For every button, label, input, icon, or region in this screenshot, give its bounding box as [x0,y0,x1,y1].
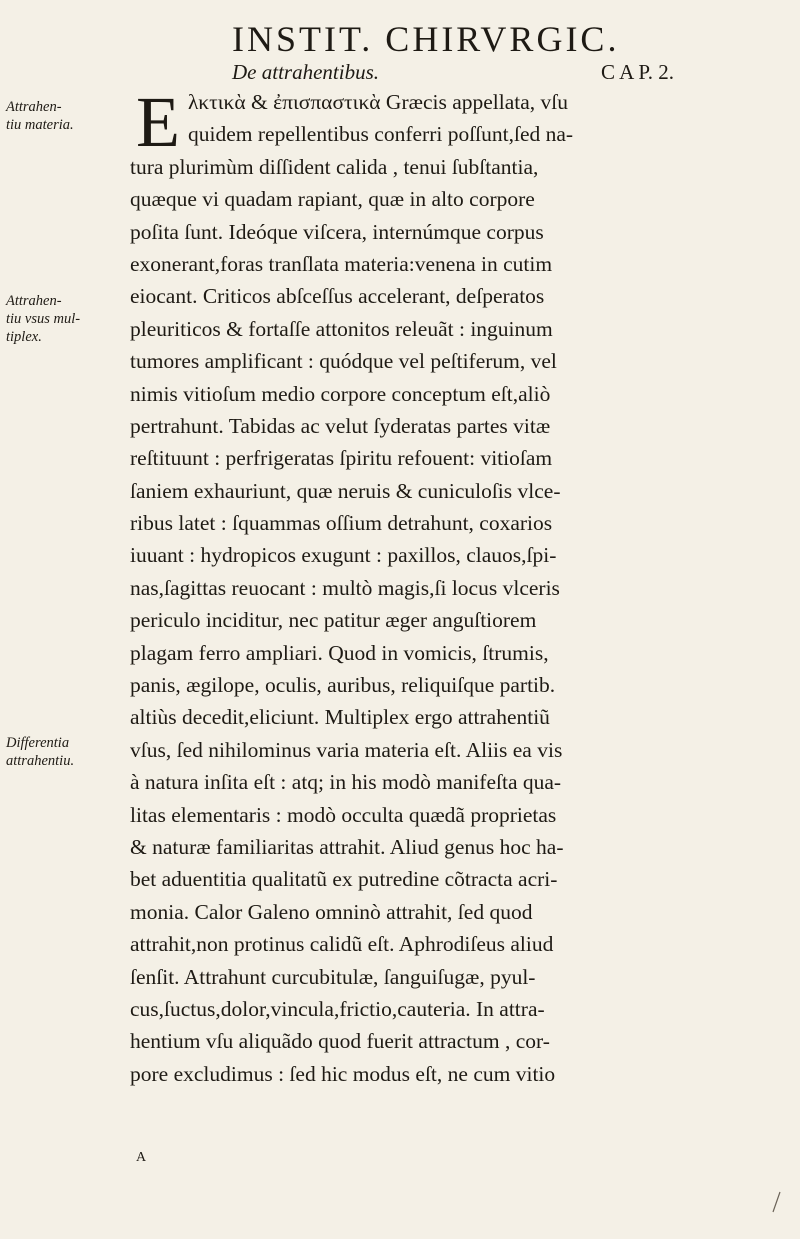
body-line: tumores amplificant : quódque vel peſtiferum, vel [130,349,557,374]
body-line: periculo inciditur, nec patitur æger anguſtiorem [130,608,537,633]
margin-note-line: Attrahen- [6,293,62,309]
body-line: hentium vſu aliquãdo quod fuerit attractum , cor- [130,1029,550,1054]
drop-cap: E [136,82,180,162]
body-line: pore excludimus : ſed hic modus eſt, ne cum vitio [130,1061,556,1086]
body-line: cus,ſuctus,dolor,vincula,frictio,cauteria. In attra- [130,996,545,1021]
margin-note-attrahentium-materia [6,98,124,134]
body-line: eiocant. Criticos abſceſſus accelerant, deſperatos [130,284,545,309]
body-line: & naturæ familiaritas attrahit. Aliud genus hoc ha- [130,834,564,859]
running-head: INSTIT. CHIRVRGIC. [232,19,620,59]
body-line: exonerant,foras tranſlata materia:venena in cutim [130,251,553,276]
margin-note-line: Differentia [6,735,70,751]
margin-note-differentia [6,734,124,770]
margin-note-line: Attrahen- [6,99,62,115]
body-line: à natura inſita eſt : atq; in his modò manifeſta qua- [130,770,562,795]
body-line: panis, ægilope, oculis, auribus, reliquiſque partib. [130,673,556,698]
body-line: nas,ſagittas reuocant : multò magis,ſi locus vlceris [130,575,560,600]
margin-note-line: tiu vsus mul- [6,311,81,327]
stray-pen-mark [770,1190,782,1214]
body-line: nimis vitioſum medio corpore conceptum eſt,aliò [130,381,551,406]
margin-note-attrahentium-usus [6,292,124,346]
chapter-label: C A P. 2. [601,60,674,84]
body-line: monia. Calor Galeno omninò attrahit, ſed quod [130,899,533,924]
body-line: plagam ferro ampliari. Quod in vomicis, ſtrumis, [130,640,549,665]
body-line: ſaniem exhauriunt, quæ neruis & cuniculoſis vlce- [130,478,561,503]
body-line: quidem repellentibus conferri poſſunt,ſed na- [188,122,574,147]
body-text [130,82,790,1090]
margin-note-line: attrahentiu. [6,753,75,769]
body-line: bet aduentitia qualitatũ ex putredine cõtracta acri- [130,867,558,892]
margin-note-line: tiplex. [6,329,42,345]
margin-note-line: tiu materia. [6,117,74,133]
body-line: pertrahunt. Tabidas ac velut ſyderatas partes vitæ [130,413,551,438]
body-line: attrahit,non protinus calidũ eſt. Aphrodiſeus aliud [130,932,554,957]
body-line: poſita ſunt. Ideóque viſcera, internúmque corpus [130,219,544,244]
body-line: altiùs decedit,eliciunt. Multiplex ergo attrahentiũ [130,705,550,730]
body-line: λκτικὰ & ἐπισπαστικὰ Græcis appellata, vſu [188,90,569,114]
section-title: De attrahentibus. [232,60,379,84]
body-line: ribus latet : ſquammas oſſium detrahunt, coxarios [130,511,553,536]
body-line: tura plurimùm diſſident calida , tenui ſubſtantia, [130,154,539,179]
body-line: ſenſit. Attrahunt curcubitulæ, ſanguiſugæ, pyul- [130,964,536,989]
body-line: vſus, ſed nihilominus varia materia eſt. Aliis ea vis [130,737,563,762]
body-line: litas elementaris : modò occulta quædã proprietas [130,802,557,827]
body-line: quæque vi quadam rapiant, quæ in alto corpore [130,187,535,212]
body-line: pleuriticos & fortaſſe attonitos releuãt : inguinum [130,316,553,341]
body-line: iuuant : hydropicos exugunt : paxillos, clauos,ſpi- [130,543,557,568]
signature-mark: A [136,1150,147,1165]
body-line: reſtituunt : perfrigeratas ſpiritu refouent: vitioſam [130,446,553,471]
